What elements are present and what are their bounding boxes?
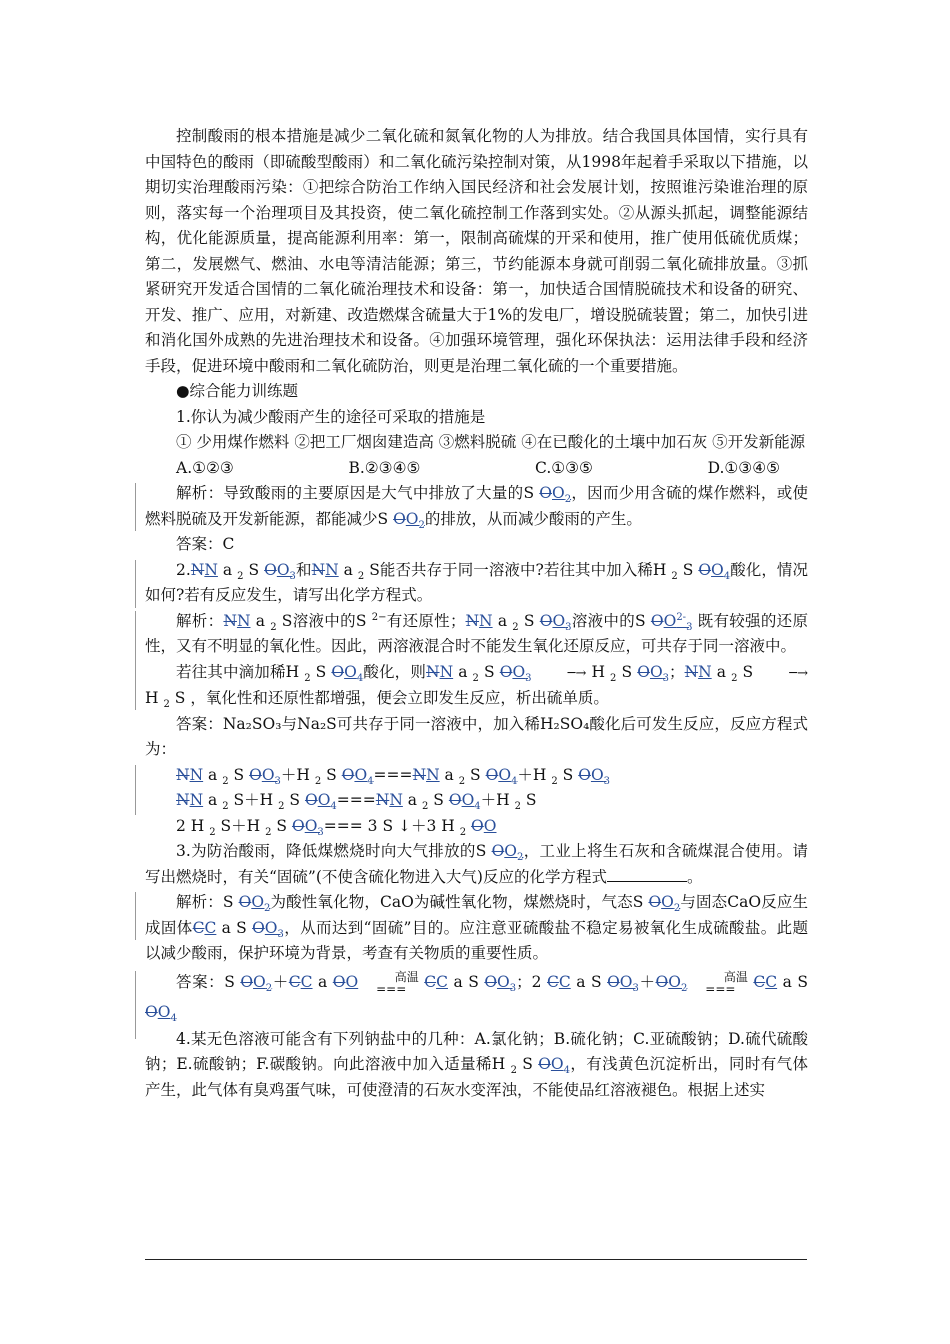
q2-analysis: 解析：NN a $_2$ S溶液中的S $^{2-}$有还原性；NN a $_2$ S $OO_3$溶液中的S $OO^{2-}_3$ 既有较强的还原性，又有不明显的氧化性。因此，两溶液混合时不能发生氧化还原反应，可共存于同一溶液中。 xyxy=(145,611,808,655)
q1-option-c: C.①③⑤ xyxy=(535,458,593,477)
q1-items: ① 少用煤作燃料 ②把工厂烟囱建造高 ③燃料脱硫 ④在已酸化的土壤中加石灰 ⑤开发新能源 xyxy=(176,433,806,451)
q3-analysis-block xyxy=(145,890,808,967)
footer-divider xyxy=(145,1259,807,1260)
q3-analysis: 解析：S $OO_2$为酸性氧化物，CaO为碱性氧化物，煤燃烧时，气态S $OO_2$与固态CaO反应生成固体CC a S $OO_3$，从而达到“固硫”目的。应注意亚硫酸盐不稳定易被氧化生成硫酸盐。此题以减少酸雨，保护环境为背景，考查有关物质的重要性质。 xyxy=(145,893,809,962)
section-heading: ●综合能力训练题 xyxy=(176,382,299,400)
q3-answer-blank[interactable] xyxy=(607,867,687,882)
q2-block xyxy=(145,558,808,609)
q2-equations xyxy=(145,763,808,840)
q1-option-b: B.②③④⑤ xyxy=(348,458,421,477)
q3-condition-2: 高温 === xyxy=(705,969,748,996)
q1-answer: 答案：C xyxy=(176,535,235,553)
q1-stem: 1.你认为减少酸雨产生的途径可采取的措施是 xyxy=(176,407,486,426)
q1-analysis-block xyxy=(145,481,808,532)
q2-analysis-block xyxy=(145,609,808,660)
q3-answer-block xyxy=(145,967,808,1027)
q4-stem: 4.某无色溶液可能含有下列钠盐中的几种：A.氯化钠；B.硫化钠；C.亚硫酸钠；D.硫代硫酸钠；E.硫酸钠；F.碳酸钠。向此溶液中加入适量稀H $_2$ S $OO_4$，有浅黄色沉淀析出，同时有气体产生，此气体有臭鸡蛋气味，可使澄清的石灰水变浑浊，不能使品红溶液褪色。根据上述实 xyxy=(145,1029,808,1099)
q3-condition-1: 高温 === xyxy=(376,969,419,996)
q1-analysis: 解析：导致酸雨的主要原因是大气中排放了大量的S $OO_2$，因而少用含硫的煤作燃料，或使燃料脱硫及开发新能源，都能减少S $OO_2$的排放，从而减少酸雨的产生。 xyxy=(145,484,808,531)
q2-analysis2-block xyxy=(145,660,808,712)
document-body xyxy=(145,124,808,1103)
q2-equation-1: NN a $_2$ S $OO_3+H$ $_2$ S $OO_4===NN$ a $_2$ S $OO_4+H$ $_2$ S $OO_3$ xyxy=(176,765,611,787)
q1-options xyxy=(145,456,808,482)
q2-equation-2: NN a $_2$ S＋H $_2$ S $OO_4===NN$ a $_2$ S $OO_4+H$ $_2$ S xyxy=(176,791,537,813)
q2-stem: 2.NN a $_2$ S $OO_3$和NN a $_2$ S能否共存于同一溶液中?若往其中加入稀H $_2$ S $OO_4$酸化，情况如何?若有反应发生，请写出化学方程式。 xyxy=(145,560,808,604)
q3-stem: 3.为防治酸雨，降低煤燃烧时向大气排放的S $OO_2$，工业上将生石灰和含硫煤混合使用。请写出燃烧时，有关“固硫”(不使含硫化物进入大气)反应的化学方程式 。 xyxy=(145,842,808,886)
q2-equation-3: 2 H $_2$ S＋H $_2$ S $OO_3=== 3$ S ↓＋3 H $_2$ OO xyxy=(176,816,497,838)
q2-analysis2: 若往其中滴加稀H $_2$ S $OO_4$酸化，则NN a $_2$ S $OO_3$ ─→ H $_2$ S $OO_3$；NN a $_2$ S ─→ H $_2$ S ，氧化性和还原性都增强，便会立即发生反应，析出硫单质。 xyxy=(145,662,808,711)
q3-answer: 答案：S $OO_2+CC$ a OO 高温 === CC a S $OO_3$；2 CC a S $OO_3+OO_2$ 高温 === CC a S $OO_4$ xyxy=(145,969,808,1024)
q1-option-a: A.①②③ xyxy=(176,458,234,477)
q1-option-d: D.①③④⑤ xyxy=(707,458,780,477)
intro-paragraph: 控制酸雨的根本措施是减少二氧化硫和氮氧化物的人为排放。结合我国具体国情，实行具有中国特色的酸雨（即硫酸型酸雨）和二氧化硫污染控制对策，从1998年起着手采取以下措施，以期切实治理酸雨污染：①把综合防治工作纳入国民经济和社会发展计划，按照谁污染谁治理的原则，落实每一个治理项目及其投资，使二氧化硫控制工作落到实处。②从源头抓起，调整能源结构，优化能源质量，提高能源利用率：第一，限制高硫煤的开采和使用，推广使用低硫优质煤；第二，发展燃气、燃油、水电等清洁能源；第三，节约能源本身就可削弱二氧化硫排放量。③抓紧研究开发适合国情的二氧化硫治理技术和设备：第一，加快适合国情脱硫技术和设备的研究、开发、推广、应用，对新建、改造燃煤含硫量大于1%的发电厂，增设脱硫装置；第二，加快引进和消化国外成熟的先进治理技术和设备。④加强环境管理，强化环保执法：运用法律手段和经济手段，促进环境中酸雨和二氧化硫防治，则更是治理二氧化硫的一个重要措施。 xyxy=(145,127,808,375)
q2-answer: 答案：Na₂SO₃与Na₂S可共存于同一溶液中，加入稀H₂SO₄酸化后可发生反应，反应方程式为： xyxy=(145,714,808,758)
